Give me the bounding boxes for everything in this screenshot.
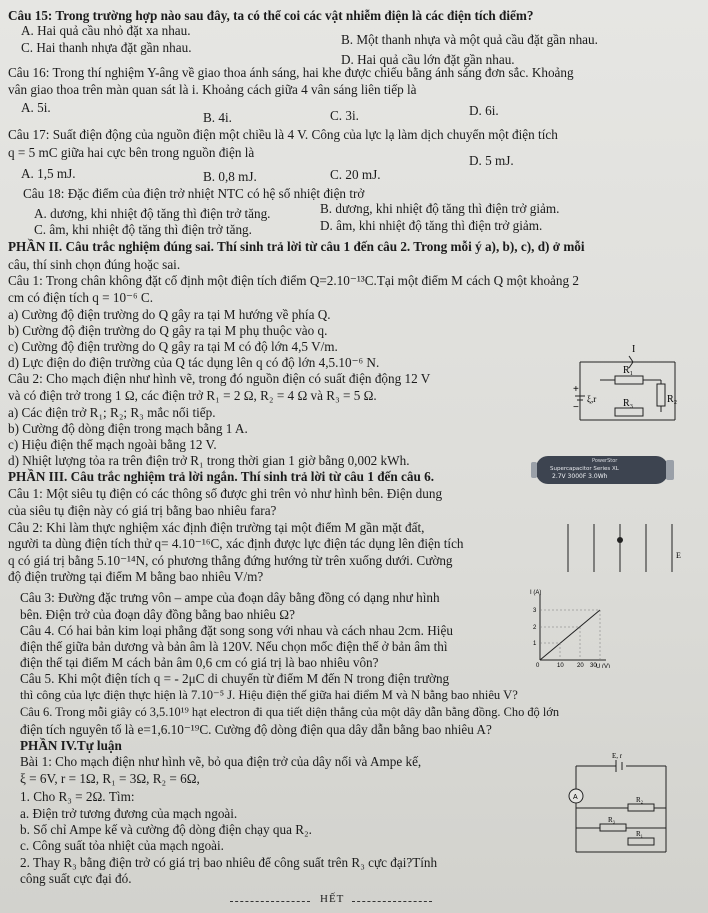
- q16-option-a: A. 5i.: [21, 100, 51, 115]
- p3-q2-stem-cont1: người ta dùng điện tích thử q= 4.10⁻¹⁶C, xác định được lực điện tác dụng lên điện tích: [8, 536, 464, 551]
- circuit2-label-R3: R₃: [608, 816, 616, 824]
- p2-q2-b: b) Cường độ dòng điện trong mạch bằng 1 A.: [8, 421, 248, 436]
- capacitor-label-line2: 2.7V 3000F 3.0Wh: [552, 473, 608, 480]
- q17-option-c: C. 20 mJ.: [330, 167, 381, 182]
- battery-minus-icon: −: [573, 402, 579, 413]
- q15-option-b: B. Một thanh nhựa và một quả cầu đặt gần nhau.: [341, 32, 598, 47]
- iv-ylabel: I (A): [530, 590, 542, 596]
- p4-b1-part1-b: b. Số chỉ Ampe kế và cường độ dòng điện chạy qua R₂.: [20, 822, 312, 837]
- q17-option-d: D. 5 mJ.: [469, 153, 514, 168]
- p4-b1-values: ξ = 6V, r = 1Ω, R₁ = 3Ω, R₂ = 6Ω,: [20, 771, 200, 786]
- capacitor-brand: PowerStor: [592, 458, 618, 464]
- electric-field-diagram: [560, 520, 690, 580]
- p3-q2-stem-cont3: độ điện trường tại điểm M bằng bao nhiêu V/m?: [8, 569, 264, 584]
- q17-stem-cont: q = 5 mC giữa hai cực bên trong nguồn điện là: [8, 145, 255, 160]
- iv-ytick: 2: [533, 625, 537, 631]
- q16-option-c: C. 3i.: [330, 108, 359, 123]
- q18-option-a: A. dương, khi nhiệt độ tăng thì điện trở tăng.: [34, 206, 271, 221]
- iv-characteristic-graph: [530, 588, 610, 668]
- p4-b1-part2-cont: công suất cực đại đó.: [20, 871, 132, 886]
- part4-heading: PHẦN IV.Tự luận: [20, 738, 122, 753]
- q18-stem: Câu 18: Đặc điểm của điện trở nhiệt NTC có hệ số nhiệt điện trở: [23, 186, 365, 201]
- circuit1-label-R2: R₂: [667, 394, 678, 405]
- p3-q6-stem: Câu 6. Trong mỗi giây có 3,5.10¹⁹ hạt electron đi qua tiết diện thẳng của một dây dẫn bằng đồng. Cho độ lớn: [20, 705, 560, 719]
- circuit1-label-source: ξ,r: [587, 394, 597, 404]
- p3-q1-stem-cont: của siêu tụ điện này có giá trị bằng bao nhiêu fara?: [8, 503, 277, 518]
- q15-option-d: D. Hai quả cầu lớn đặt gần nhau.: [341, 52, 515, 67]
- q16-stem: Câu 16: Trong thí nghiệm Y-âng về giao thoa ánh sáng, hai khe được chiếu bằng ánh sáng đơn sắc. Khoảng: [8, 65, 574, 80]
- footer-dash-left: [230, 901, 310, 902]
- circuit-diagram-2: [556, 752, 690, 862]
- circuit1-label-R3: R₃: [623, 398, 634, 409]
- circuit-diagram-1: [565, 340, 690, 432]
- battery-plus-icon: +: [573, 384, 579, 395]
- q17-stem: Câu 17: Suất điện động của nguồn điện một chiều là 4 V. Công của lực lạ làm dịch chuyển một điện tích: [8, 127, 558, 142]
- field-label-E: E: [676, 551, 681, 560]
- iv-xtick: 0: [536, 663, 540, 668]
- part2-heading: PHẦN II. Câu trắc nghiệm đúng sai. Thí sinh trả lời từ câu 1 đến câu 2. Trong mỗi ý a), b), c), d) ở mỗi: [8, 239, 585, 254]
- p2-q2-stem-cont: và có điện trở trong 1 Ω, các điện trở R₁ = 2 Ω, R₂ = 4 Ω và R₃ = 5 Ω.: [8, 388, 377, 403]
- p2-q2-d: d) Nhiệt lượng tỏa ra trên điện trở R₁ trong thời gian 1 giờ bằng 0,002 kWh.: [8, 453, 410, 468]
- iv-xtick: 30: [590, 663, 597, 668]
- p3-q1-stem: Câu 1: Một siêu tụ điện có các thông số được ghi trên vỏ như hình bên. Điện dung: [8, 486, 443, 501]
- q15-option-c: C. Hai thanh nhựa đặt gần nhau.: [21, 40, 192, 55]
- footer-dash-right: [352, 901, 432, 902]
- q17-option-b: B. 0,8 mJ.: [203, 169, 257, 184]
- p2-q2-c: c) Hiệu điện thế mạch ngoài bằng 12 V.: [8, 437, 217, 452]
- ammeter-icon: A: [573, 794, 578, 801]
- part3-heading: PHẦN III. Câu trắc nghiệm trả lời ngắn. Thí sinh trả lời từ câu 1 đến câu 6.: [8, 469, 434, 484]
- footer-end: HẾT: [320, 893, 345, 905]
- q18-option-c: C. âm, khi nhiệt độ tăng thì điện trở tăng.: [34, 222, 252, 237]
- p3-q2-stem-cont2: q có giá trị bằng 5.10⁻¹⁴N, có phương thẳng đứng hướng từ trên xuống dưới. Cường: [8, 553, 453, 568]
- q17-option-a: A. 1,5 mJ.: [21, 166, 76, 181]
- iv-xtick: 20: [577, 663, 584, 668]
- p3-q3-stem: Câu 3: Đường đặc trưng vôn – ampe của đoạn dây bằng đồng có dạng như hình: [20, 590, 440, 605]
- p2-q1-stem: Câu 1: Trong chân không đặt cố định một điện tích điểm Q=2.10⁻¹³C.Tại một điểm M cách Q một khoảng 2: [8, 273, 579, 288]
- p4-b1-part1: 1. Cho R₃ = 2Ω. Tìm:: [20, 789, 135, 804]
- p2-q2-stem: Câu 2: Cho mạch điện như hình vẽ, trong đó nguồn điện có suất điện động 12 V: [8, 371, 431, 386]
- part2-heading-cont: câu, thí sinh chọn đúng hoặc sai.: [8, 257, 181, 272]
- p3-q5-stem-cont: thì công của lực điện thực hiện là 7.10⁻⁵ J. Hiệu điện thế giữa hai điểm M và N bằng bao nhiêu V?: [20, 688, 518, 702]
- q16-stem-cont: vân giao thoa trên màn quan sát là i. Khoảng cách giữa 4 vân sáng liên tiếp là: [8, 82, 417, 97]
- q18-option-d: D. âm, khi nhiệt độ tăng thì điện trở giảm.: [320, 218, 543, 233]
- circuit1-label-I: I: [632, 344, 636, 355]
- circuit2-label-R2: R₂: [636, 796, 644, 804]
- p2-q1-stem-cont: cm có điện tích q = 10⁻⁶ C.: [8, 290, 153, 305]
- p2-q1-c: c) Cường độ điện trường do Q gây ra tại M có độ lớn 4,5 V/m.: [8, 339, 338, 354]
- iv-xtick: 10: [557, 663, 564, 668]
- circuit2-label-source: E, r: [612, 752, 623, 760]
- p3-q6-stem-cont: điện tích nguyên tố là e=1,6.10⁻¹⁹C. Cường độ dòng điện qua dây dẫn bằng bao nhiêu A?: [20, 722, 492, 737]
- circuit2-label-R1: R₁: [636, 830, 644, 838]
- p2-q2-a: a) Các điện trở R₁; R₂; R₃ mắc nối tiếp.: [8, 405, 216, 420]
- p3-q4-stem-cont1: điện thế giữa bản dương và bản âm là 120V. Nếu chọn mốc điện thế ở bản âm thì: [20, 639, 448, 654]
- p3-q5-stem: Câu 5. Khi một điện tích q = - 2μC di chuyển từ điểm M đến N trong điện trường: [20, 671, 450, 686]
- capacitor-label-line1: Supercapacitor Series XL: [550, 466, 619, 472]
- p4-b1-part2: 2. Thay R₃ bằng điện trở có giá trị bao nhiêu để công suất trên R₃ cực đại?Tính: [20, 855, 438, 870]
- p3-q4-stem: Câu 4. Có hai bản kim loại phẳng đặt song song với nhau và cách nhau 2cm. Hiệu: [20, 623, 453, 638]
- p2-q1-b: b) Cường độ điện trường do Q gây ra tại M phụ thuộc vào q.: [8, 323, 328, 338]
- iv-ytick: 3: [533, 608, 537, 614]
- p4-b1-part1-a: a. Điện trở tương đương của mạch ngoài.: [20, 806, 238, 821]
- p4-b1-part1-c: c. Công suất tỏa nhiệt của mạch ngoài.: [20, 838, 224, 853]
- q15-option-a: A. Hai quả cầu nhỏ đặt xa nhau.: [21, 23, 191, 38]
- q16-option-d: D. 6i.: [469, 103, 499, 118]
- circuit1-label-R1: R₁: [623, 365, 634, 376]
- p3-q2-stem: Câu 2: Khi làm thực nghiệm xác định điện trường tại một điểm M gần mặt đất,: [8, 520, 425, 535]
- point-M-marker: [617, 537, 623, 543]
- p2-q1-a: a) Cường độ điện trường do Q gây ra tại M hướng về phía Q.: [8, 307, 331, 322]
- iv-ytick: 1: [533, 641, 537, 647]
- p4-b1-stem: Bài 1: Cho mạch điện như hình vẽ, bỏ qua điện trở của dây nối và Ampe kế,: [20, 754, 422, 769]
- supercapacitor-image: [530, 450, 680, 492]
- p3-q3-stem-cont: bên. Điện trở của đoạn dây đồng bằng bao nhiêu Ω?: [20, 607, 295, 622]
- iv-xlabel: U (V): [596, 664, 610, 668]
- q16-option-b: B. 4i.: [203, 110, 232, 125]
- q15-stem: Câu 15: Trong trường hợp nào sau đây, ta có thể coi các vật nhiễm điện là các điện tích điểm?: [8, 8, 534, 23]
- q18-option-b: B. dương, khi nhiệt độ tăng thì điện trở giảm.: [320, 201, 560, 216]
- p3-q4-stem-cont2: điện thế tại điểm M cách bản âm 0,6 cm có giá trị là bao nhiêu vôn?: [20, 655, 379, 670]
- p2-q1-d: d) Lực điện do điện trường của Q tác dụng lên q có độ lớn 4,5.10⁻⁶ N.: [8, 355, 380, 370]
